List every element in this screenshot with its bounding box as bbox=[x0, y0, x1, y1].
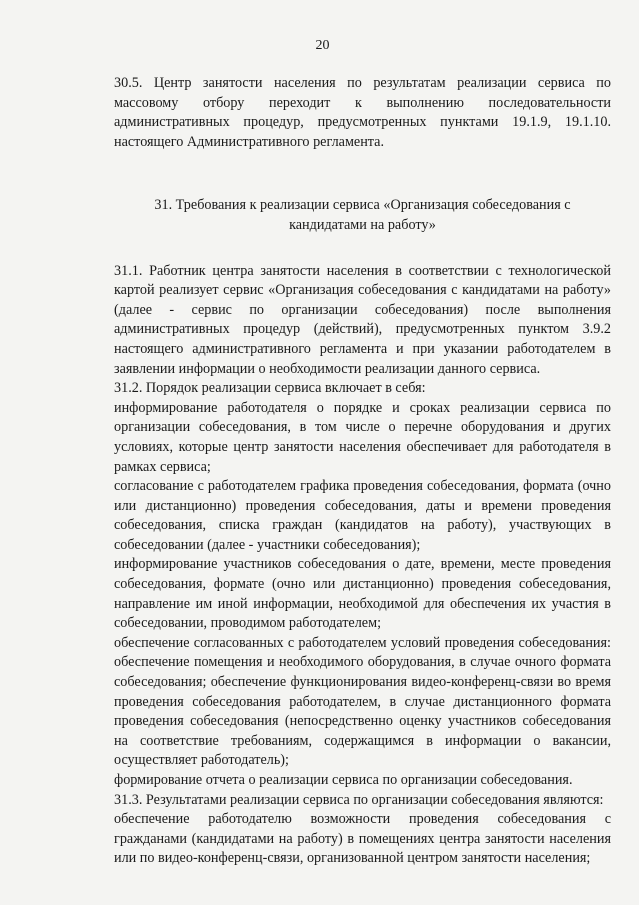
paragraph-31-1: 31.1. Работник центра занятости населения в соответствии с технологической картой реализует сервис «Организация собеседования с кандидатами на работу» (далее - сервис по организации собеседования) после выполнения административных процедур (действий), предусмотренных пунктом 3.9.2 настоящего административного регламента и при указании работодателем в заявлении информации о необходимости реализации данного сервиса. bbox=[114, 262, 611, 377]
section-heading: 31. Требования к реализации сервиса «Организация собеседования с кандидатами на работу» bbox=[154, 197, 571, 233]
list-item-provide-conditions: обеспечение согласованных с работодателем условий проведения собеседования: обеспечение помещения и необходимого оборудования, в случае очного формата собеседования; обеспечение функционирования видео-конференц-связи во время проведения собеседования работодателем, в случае дистанционного формата проведения собеседования (непосредственно оценку участников собеседования на соответствие требованиям, содержащимся в информации о вакансии, осуществляет работодатель); bbox=[114, 634, 611, 769]
paragraph-31-3: 31.3. Результатами реализации сервиса по организации собеседования являются: bbox=[114, 791, 604, 808]
paragraph-31-2: 31.2. Порядок реализации сервиса включает в себя: bbox=[114, 380, 426, 397]
list-item-inform-employer: информирование работодателя о порядке и сроках реализации сервиса по организации собеседования, в том числе о перечне оборудования и других условиях, которые центр занятости населения обеспечивает для работодателя в рамках сервиса; bbox=[114, 399, 611, 475]
list-item-inform-participants: информирование участников собеседования о дате, времени, месте проведения собеседования, формате (очно или дистанционно) проведения собеседования, направление им иной информации, необходимой для обеспечения их участия в собеседовании, проводимом работодателем; bbox=[114, 556, 611, 632]
list-item-report: формирование отчета о реализации сервиса по организации собеседования. bbox=[114, 772, 573, 788]
paragraph-30-5: 30.5. Центр занятости населения по результатам реализации сервиса по массовому отбору переходит к выполнению последовательности административных процедур, предусмотренных пунктами 19.1.9, 19.1.10. настоящего Административного регламента. bbox=[114, 75, 611, 150]
list-item-result: обеспечение работодателю возможности проведения собеседования с гражданами (кандидатами на работу) в помещениях центра занятости населения или по видео-конференц-связи, организованной центром занятости населения; bbox=[114, 811, 611, 867]
list-item-agree-schedule: согласование с работодателем графика проведения собеседования, формата (очно или дистанционно) проведения собеседования, даты и времени проведения собеседования, списка граждан (кандидатов на работу), участвующих в собеседовании (далее - участники собеседования); bbox=[114, 478, 611, 553]
page-number: 20 bbox=[315, 38, 330, 53]
